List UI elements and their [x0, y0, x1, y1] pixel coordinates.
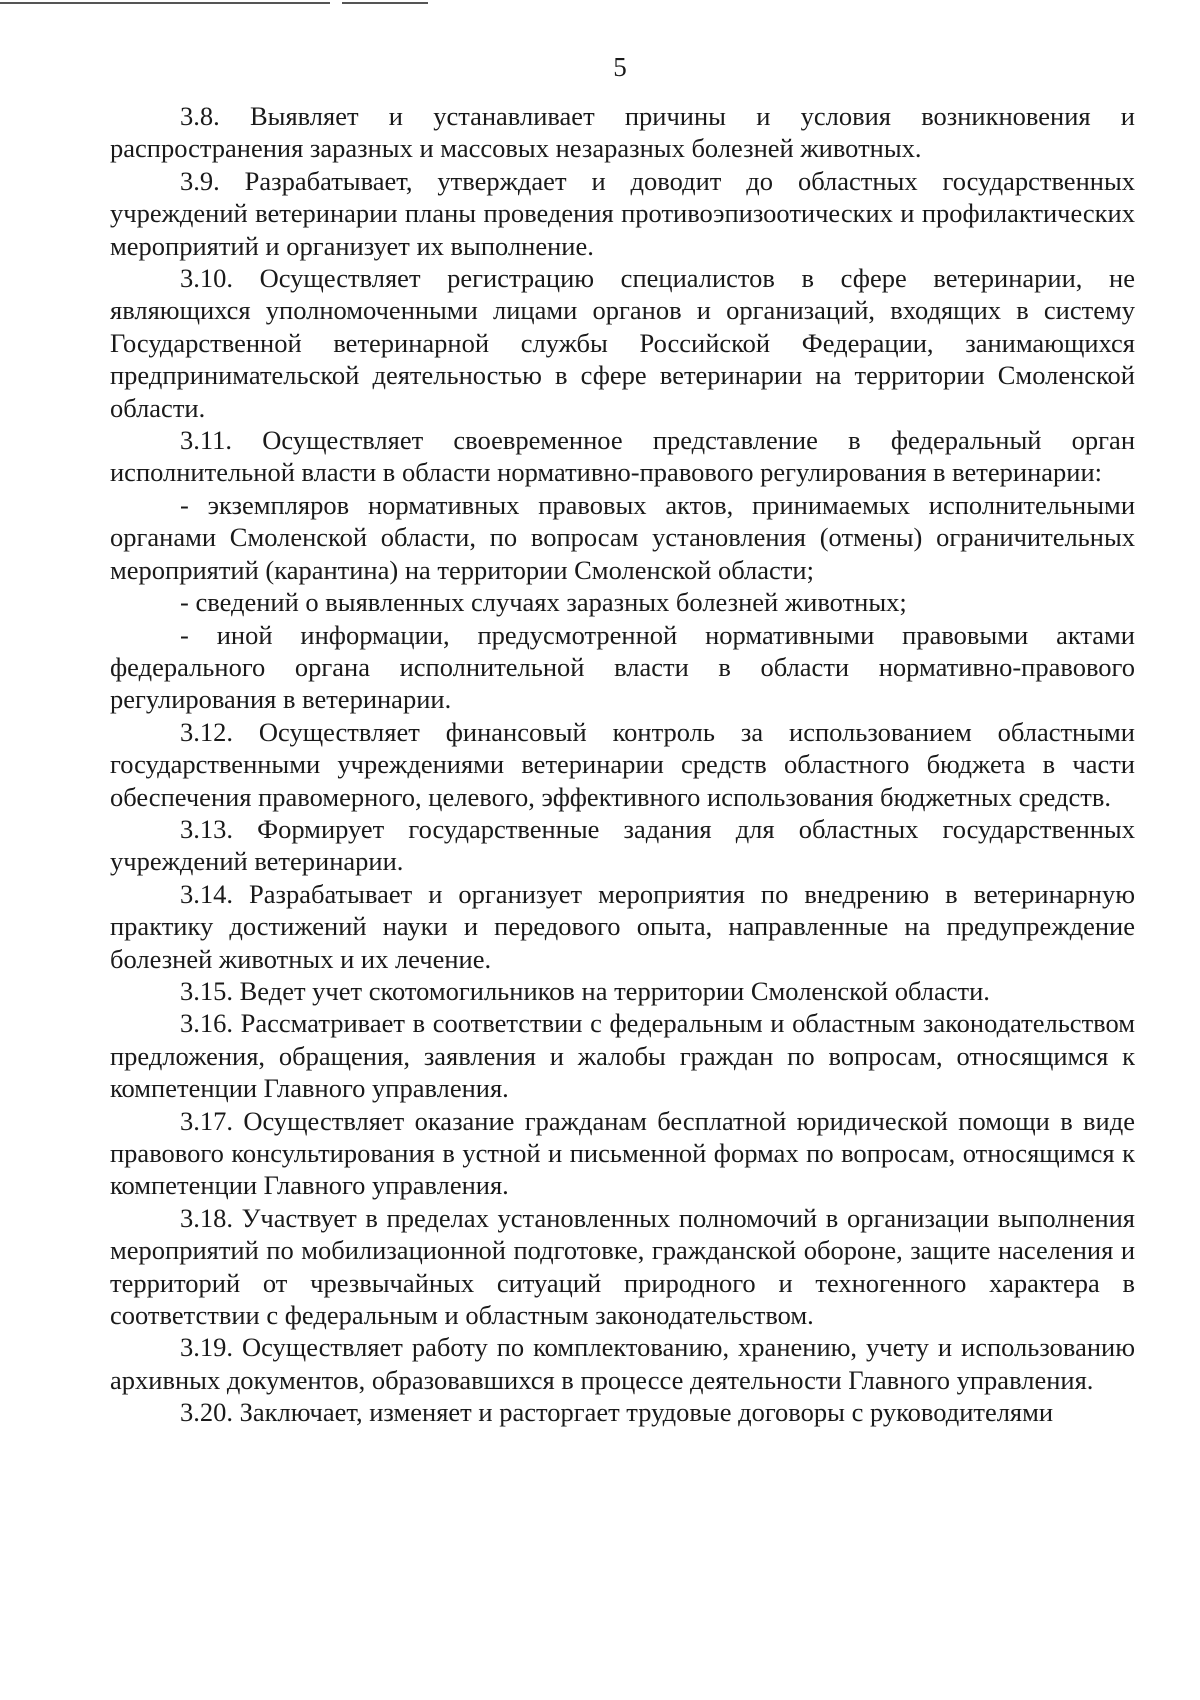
scan-edge-line [0, 2, 330, 4]
paragraph-3-19: 3.19. Осуществляет работу по комплектованию, хранению, учету и использованию архивных документов, образовавшихся в процессе деятельности Главного управления. [110, 1332, 1135, 1395]
paragraph-3-13: 3.13. Формирует государственные задания для областных государственных учреждений ветеринарии. [110, 813, 1135, 877]
paragraph-3-17: 3.17. Осуществляет оказание гражданам бесплатной юридической помощи в виде правового консультирования в устной и письменной формах по вопросам, относящимся к компетенции Главного управления. [110, 1105, 1135, 1201]
paragraph-3-11: 3.11. Осуществляет своевременное представление в федеральный орган исполнительной власти в области нормативно-правового регулирования в ветеринарии: [110, 425, 1135, 488]
page-number: 5 [613, 52, 627, 82]
paragraph-3-12: 3.12. Осуществляет финансовый контроль за использованием областными государственными учреждениями ветеринарии средств областного бюджета в части обеспечения правомерного, целевого, эффективного использования бюджетных средств. [110, 716, 1135, 812]
paragraph-3-9: 3.9. Разрабатывает, утверждает и доводит до областных государственных учреждений ветеринарии планы проведения противоэпизоотических и профилактических мероприятий и организует их выполнение. [110, 165, 1135, 261]
paragraph-3-8: 3.8. Выявляет и устанавливает причины и условия возникновения и распространения заразных и массовых незаразных болезней животных. [110, 101, 1135, 164]
list-item-normative-acts: - экземпляров нормативных правовых актов, принимаемых исполнительными органами Смоленской области, по вопросам установления (отмены) ограничительных мероприятий (карантина) на территории Смоленской области; [110, 489, 1135, 585]
list-item-other-information: - иной информации, предусмотренной нормативными правовыми актами федерального органа исполнительной власти в области нормативно-правового регулирования в ветеринарии. [110, 619, 1135, 715]
paragraph-3-18: 3.18. Участвует в пределах установленных полномочий в организации выполнения мероприятий по мобилизационной подготовке, гражданской обороне, защите населения и территорий от чрезвычайных ситуаций природного и техногенного характера в соответствии с федеральным и областным законодательством. [110, 1202, 1135, 1331]
document-body [110, 100, 1135, 1429]
paragraph-3-20: 3.20. Заключает, изменяет и расторгает трудовые договоры с руководителями [180, 1397, 1054, 1428]
scan-edge-line [342, 2, 428, 4]
paragraph-3-10: 3.10. Осуществляет регистрацию специалистов в сфере ветеринарии, не являющихся уполномоченными лицами органов и организаций, входящих в систему Государственной ветеринарной службы Российской Федерации, занимающихся предпринимательской деятельностью в сфере ветеринарии на территории Смоленской области. [110, 263, 1135, 423]
paragraph-3-15: 3.15. Ведет учет скотомогильников на территории Смоленской области. [180, 975, 990, 1006]
paragraph-3-14: 3.14. Разрабатывает и организует мероприятия по внедрению в ветеринарную практику достижений науки и передового опыта, направленные на предупреждение болезней животных и их лечение. [110, 878, 1135, 974]
list-item-disease-cases: - сведений о выявленных случаях заразных болезней животных; [180, 587, 907, 618]
paragraph-3-16: 3.16. Рассматривает в соответствии с федеральным и областным законодательством предложения, обращения, заявления и жалобы граждан по вопросам, относящимся к компетенции Главного управления. [110, 1008, 1135, 1104]
